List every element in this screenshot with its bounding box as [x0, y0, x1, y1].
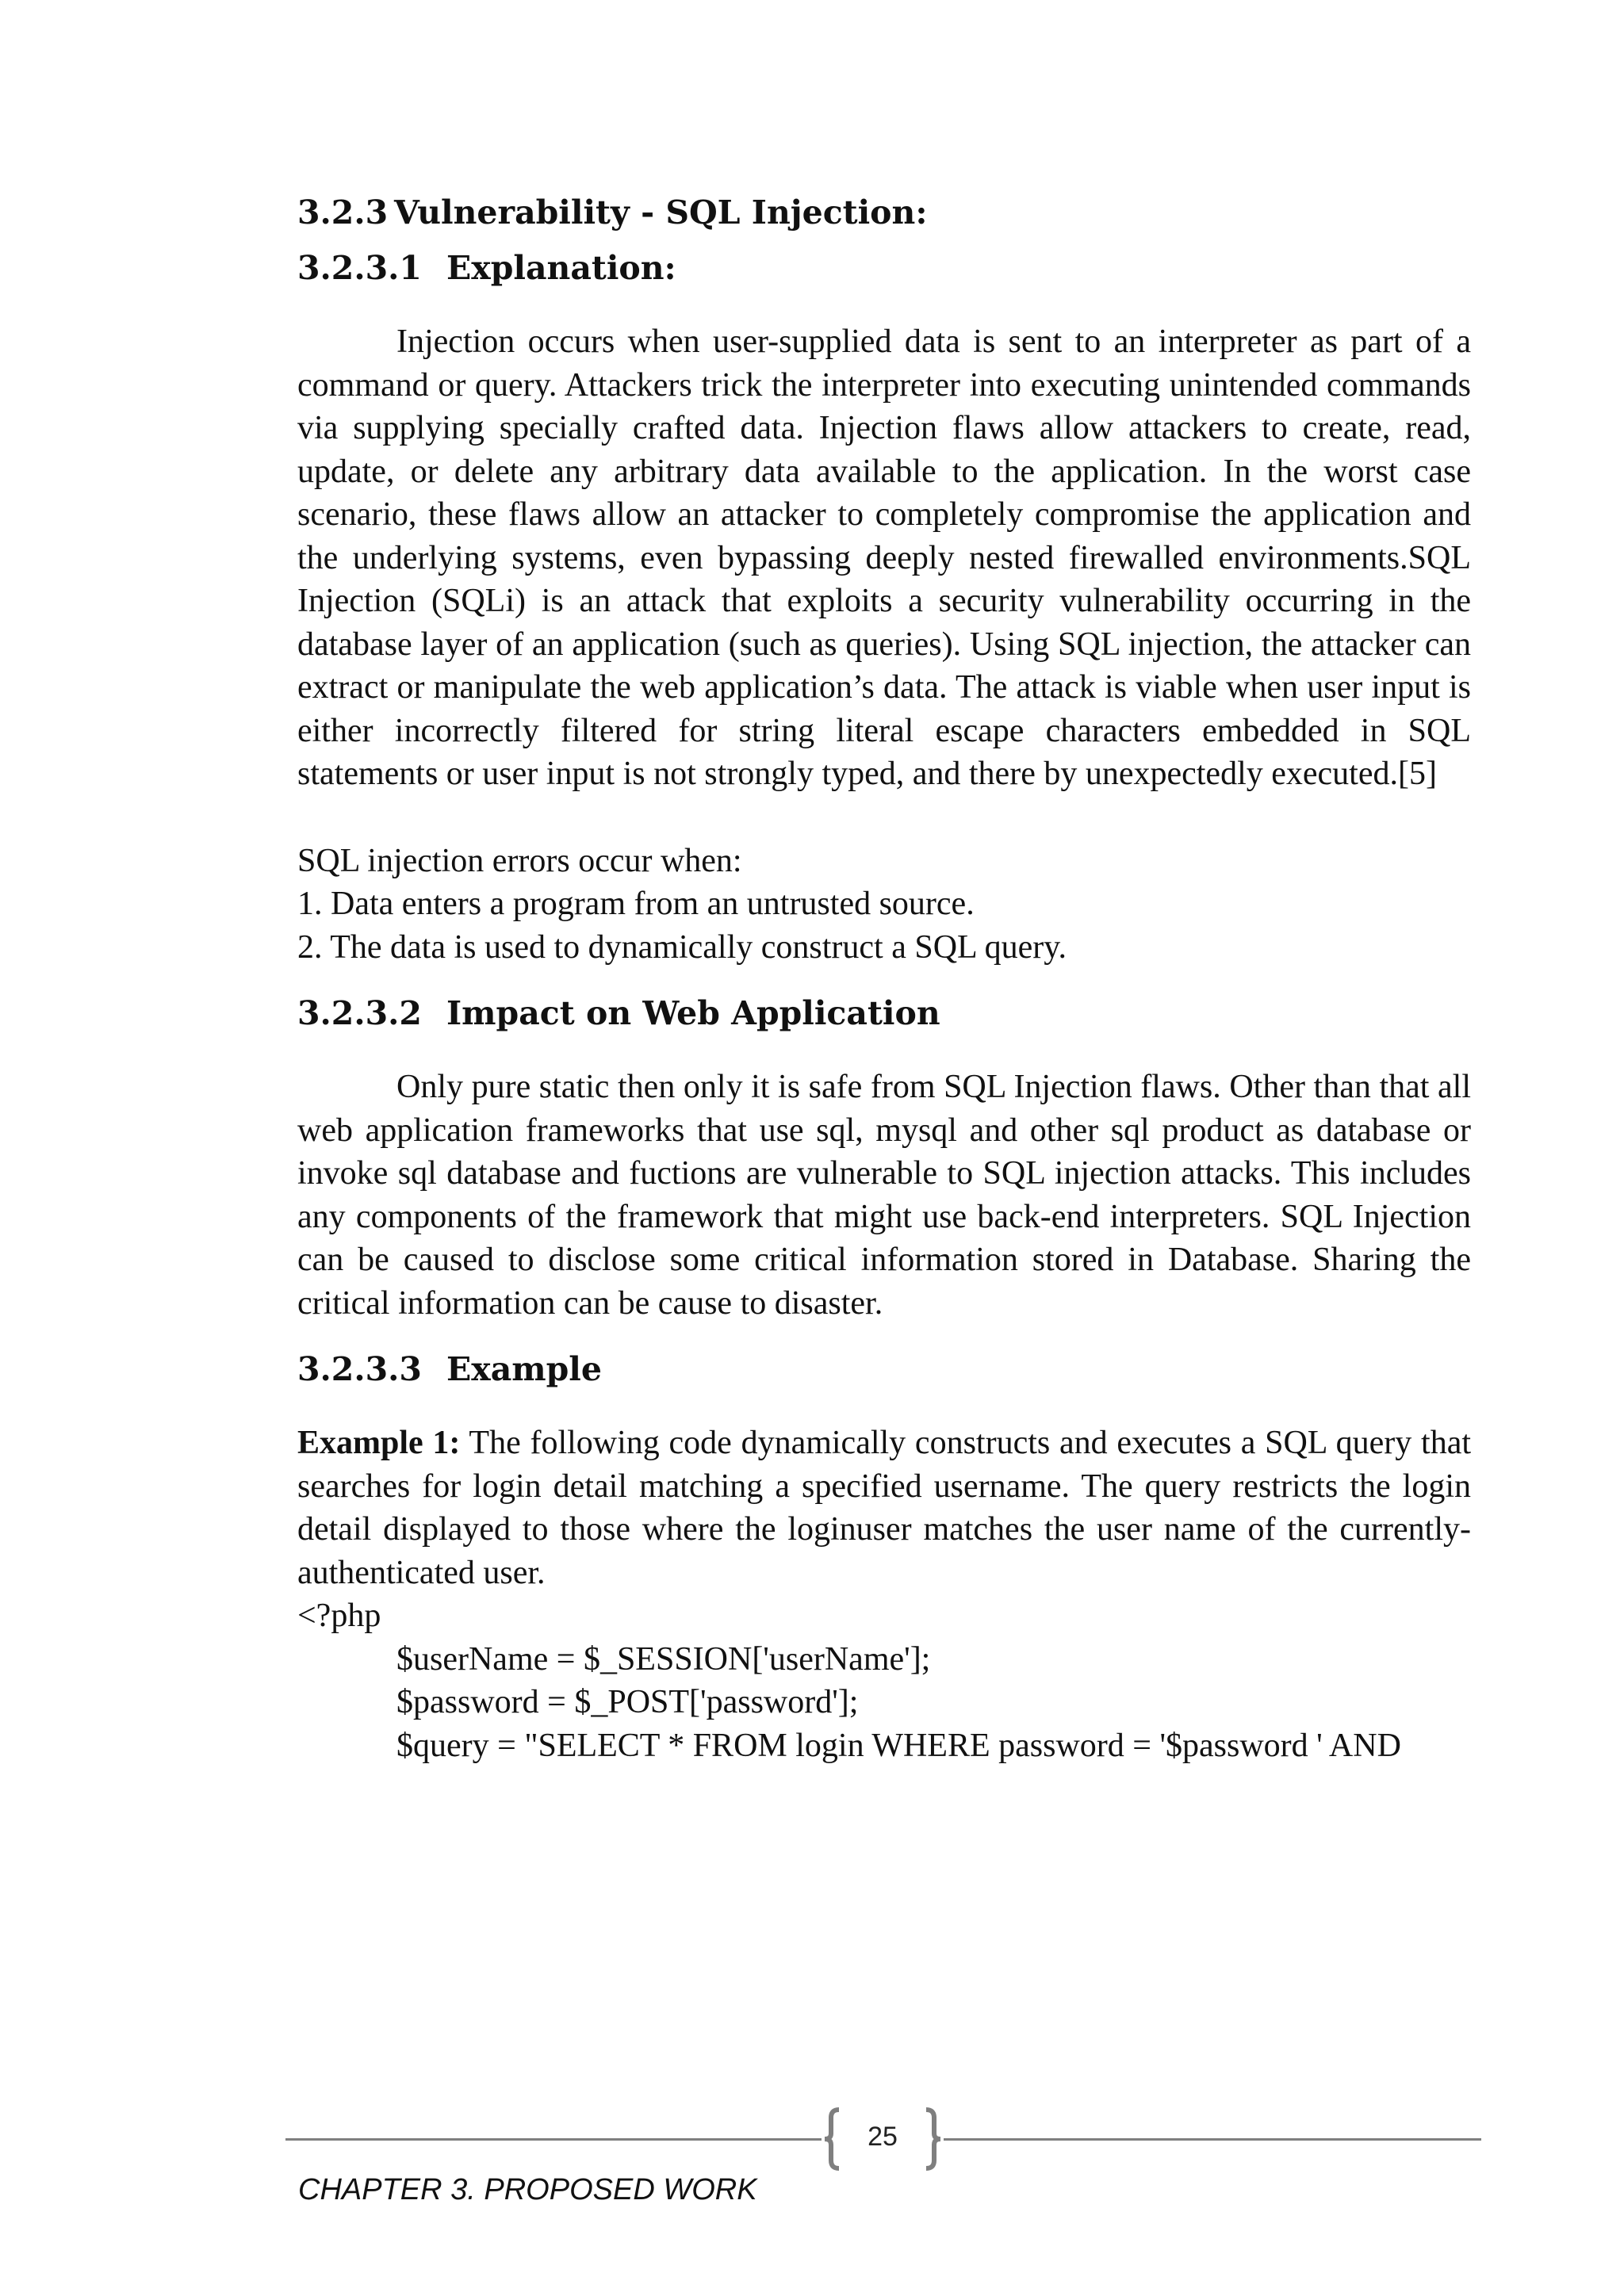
subsection-heading-example	[297, 1347, 1471, 1391]
explanation-paragraph: Injection occurs when user-supplied data is sent to an interpreter as part of a command or query. Attackers trick the interpreter into executing unintended commands via supplying specially crafted data. Injection flaws allow attackers to create, read, update, or delete any arbitrary data available to the application. In the worst case scenario, these flaws allow an attacker to completely compromise the application and the underlying systems, even bypassing deeply nested firewalled environments.SQL Injection (SQLi) is an attack that exploits a security vulnerability occurring in the database layer of an application (such as queries). Using SQL injection, the attacker can extract or manipulate the web application’s data. The attack is viable when user input is either incorrectly filtered for string literal escape characters embedded in SQL statements or user input is not strongly typed, and there by unexpectedly executed.[5]	[297, 323, 1471, 792]
code-line-1: $userName = $_SESSION['userName'];	[396, 1640, 931, 1678]
section-title: Vulnerability - SQL Injection:	[394, 193, 928, 232]
page-number: 25	[868, 2122, 898, 2152]
subsection-heading-impact	[297, 991, 1471, 1035]
example-text: The following code dynamically constructs and executes a SQL query that searches for login detail matching a specified username. The query restricts the login detail displayed to those where the loginuser matches the user name of the currently-authenticated user.	[297, 1425, 1472, 1591]
subsection-title: Explanation:	[446, 249, 676, 287]
section-heading	[297, 190, 1471, 235]
subsection-heading-explanation	[297, 246, 1471, 290]
section-number: 3.2.3	[297, 193, 389, 232]
errors-item-1: 1. Data enters a program from an untrusted source.	[297, 886, 975, 922]
code-open-tag: <?php	[297, 1598, 381, 1634]
subsection-title: Example	[446, 1350, 602, 1388]
subsection-number: 3.2.3.3	[297, 1350, 422, 1388]
footer-rule-right	[944, 2138, 1481, 2141]
footer-rule-left	[285, 2138, 822, 2141]
subsection-title: Impact on Web Application	[446, 994, 940, 1032]
code-line-2: $password = $_POST['password'];	[396, 1684, 859, 1720]
chapter-footer: CHAPTER 3. PROPOSED WORK	[298, 2173, 757, 2206]
errors-item-2: 2. The data is used to dynamically construct a SQL query.	[297, 928, 1067, 966]
example-paragraph	[297, 1422, 1471, 1594]
example-label: Example 1:	[297, 1425, 461, 1461]
impact-paragraph: Only pure static then only it is safe from SQL Injection flaws. Other than that all web application frameworks that use sql, mysql and other sql product as database or invoke sql database and fuctions are vulnerable to SQL injection attacks. This includes any components of the framework that might use back-end interpreters. SQL Injection can be caused to disclose some critical information stored in Database. Sharing the critical information can be cause to disaster.	[297, 1069, 1471, 1322]
page-number-box	[822, 2105, 944, 2173]
code-line-3: $query = "SELECT * FROM login WHERE password = '$password ' AND	[396, 1727, 1401, 1764]
subsection-number: 3.2.3.2	[297, 994, 422, 1032]
subsection-number: 3.2.3.1	[297, 249, 422, 287]
page-content	[297, 190, 1471, 1767]
errors-intro: SQL injection errors occur when:	[297, 842, 742, 879]
